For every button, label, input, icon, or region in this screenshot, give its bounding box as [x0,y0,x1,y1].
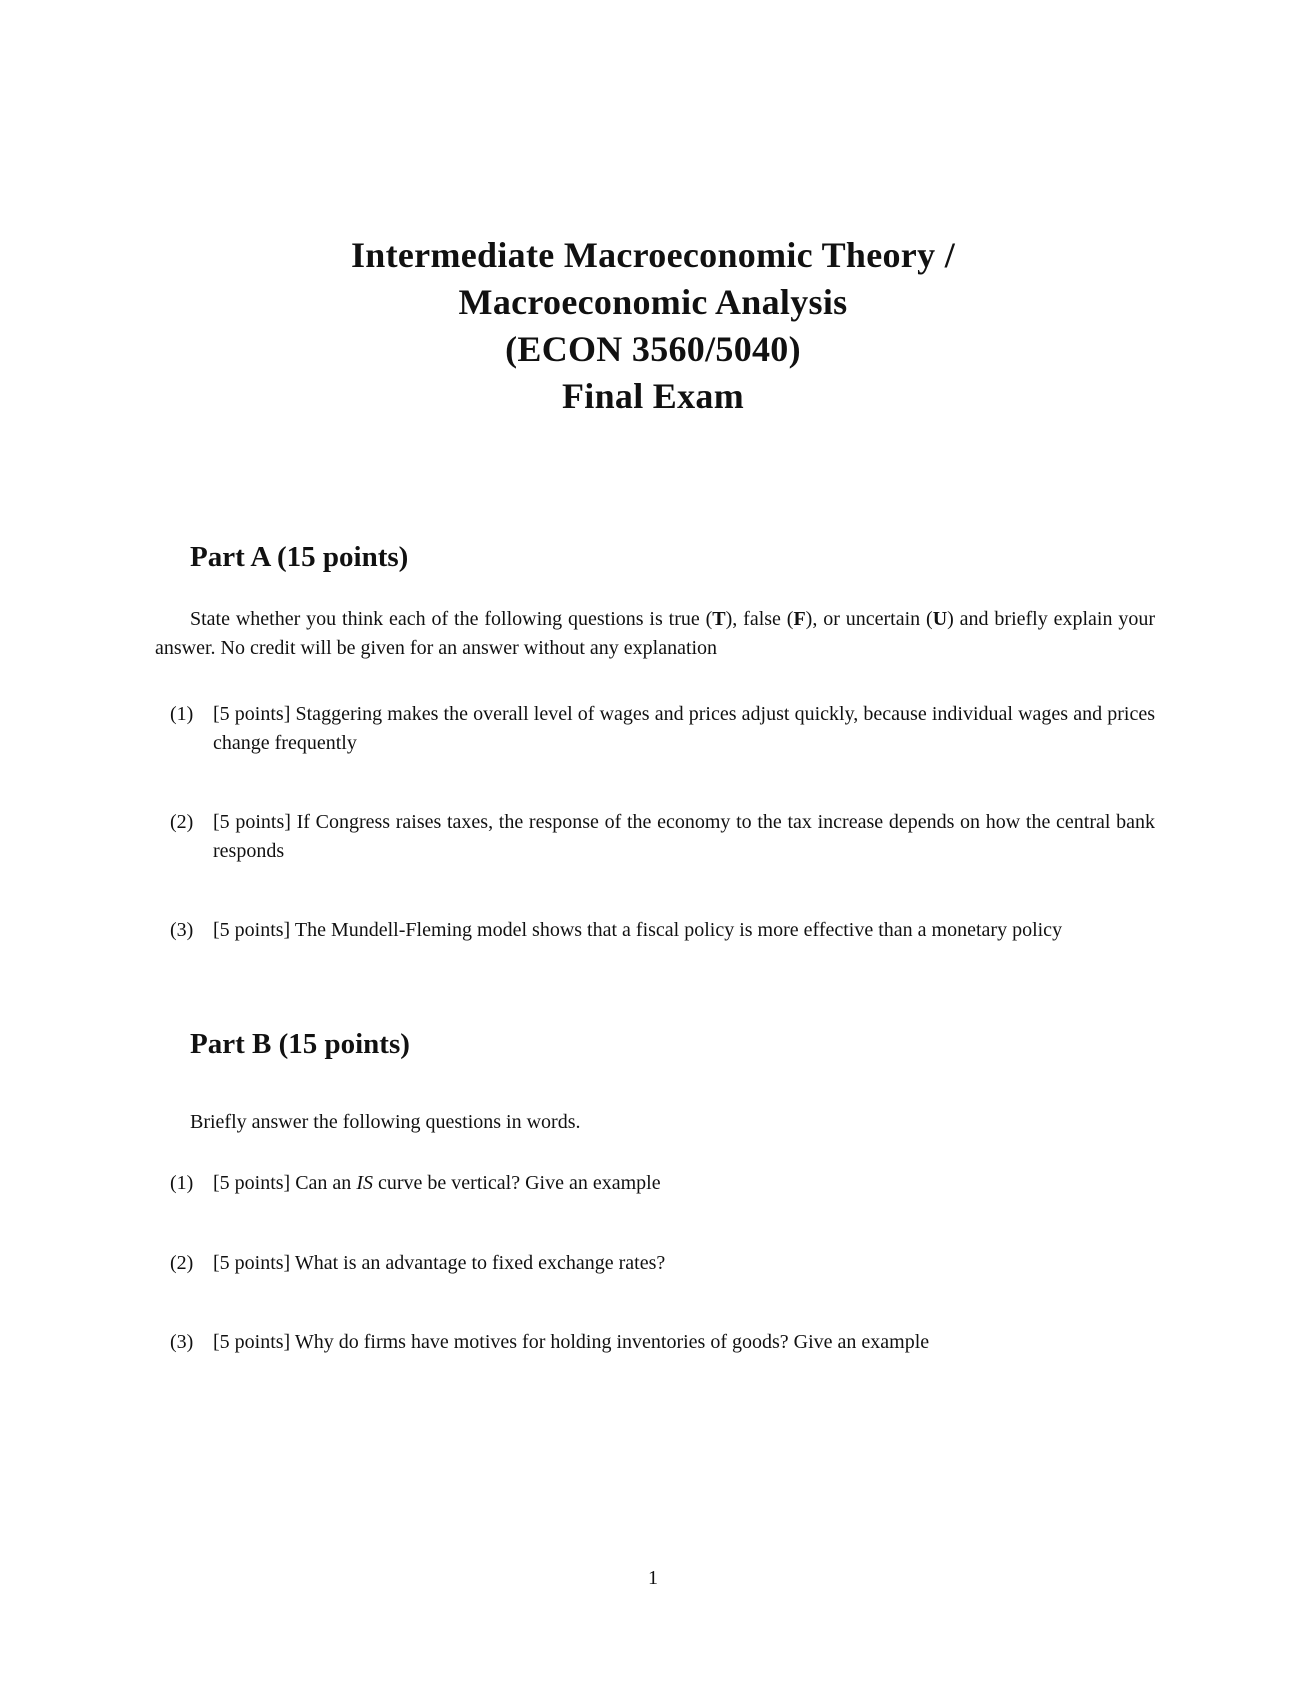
title-line-4: Final Exam [561,376,744,416]
question-text-before: [5 points] Can an [213,1172,357,1194]
question-number: (1) [170,703,194,725]
page-number: 1 [648,1567,658,1589]
question-number: (2) [170,811,194,833]
part-a-instructions [155,605,1155,663]
question-text: [5 points] What is an advantage to fixed exchange rates? [213,1252,666,1274]
question-text-after: curve be vertical? Give an example [372,1172,661,1194]
part-b-question-3 [170,1328,1155,1357]
title-line-2: Macroeconomic Analysis [458,282,848,322]
part-a-intro-text-2: ), false ( [725,608,794,630]
part-b-question-1 [170,1169,1155,1198]
title-line-1: Intermediate Macroeconomic Theory / [350,235,955,275]
uncertain-label: U [932,608,948,630]
true-label: T [712,608,726,630]
question-number: (3) [170,1331,194,1353]
question-number: (1) [170,1172,194,1194]
question-number: (2) [170,1252,194,1274]
question-text [213,1169,1155,1198]
part-a-intro-text-1: State whether you think each of the following questions is true ( [190,608,713,630]
question-number: (3) [170,919,194,941]
part-a-question-3 [170,916,1155,945]
question-text: [5 points] Why do firms have motives for holding inventories of goods? Give an example [213,1331,930,1353]
part-a-intro-text-4: ) and briefly explain your answer. No credit will be given for an answer without any explanation [155,608,1156,659]
title-line-3: (ECON 3560/5040) [505,329,801,369]
exam-title [0,232,1306,420]
part-a-intro-text-3: ), or uncertain ( [805,608,933,630]
false-label: F [793,608,806,630]
is-curve-symbol: IS [356,1172,373,1194]
question-text: [5 points] If Congress raises taxes, the response of the economy to the tax increase depends on how the central bank responds [213,811,1155,862]
part-a-question-1 [170,700,1155,758]
part-b-instructions: Briefly answer the following questions in words. [190,1111,581,1133]
part-a-question-2 [170,808,1155,866]
question-text: [5 points] The Mundell-Fleming model shows that a fiscal policy is more effective than a monetary policy [213,919,1063,941]
part-b-heading: Part B (15 points) [190,1028,410,1060]
part-a-heading: Part A (15 points) [190,541,409,573]
question-text: [5 points] Staggering makes the overall level of wages and prices adjust quickly, because individual wages and prices change frequently [213,703,1155,754]
part-b-question-2 [170,1249,1155,1278]
